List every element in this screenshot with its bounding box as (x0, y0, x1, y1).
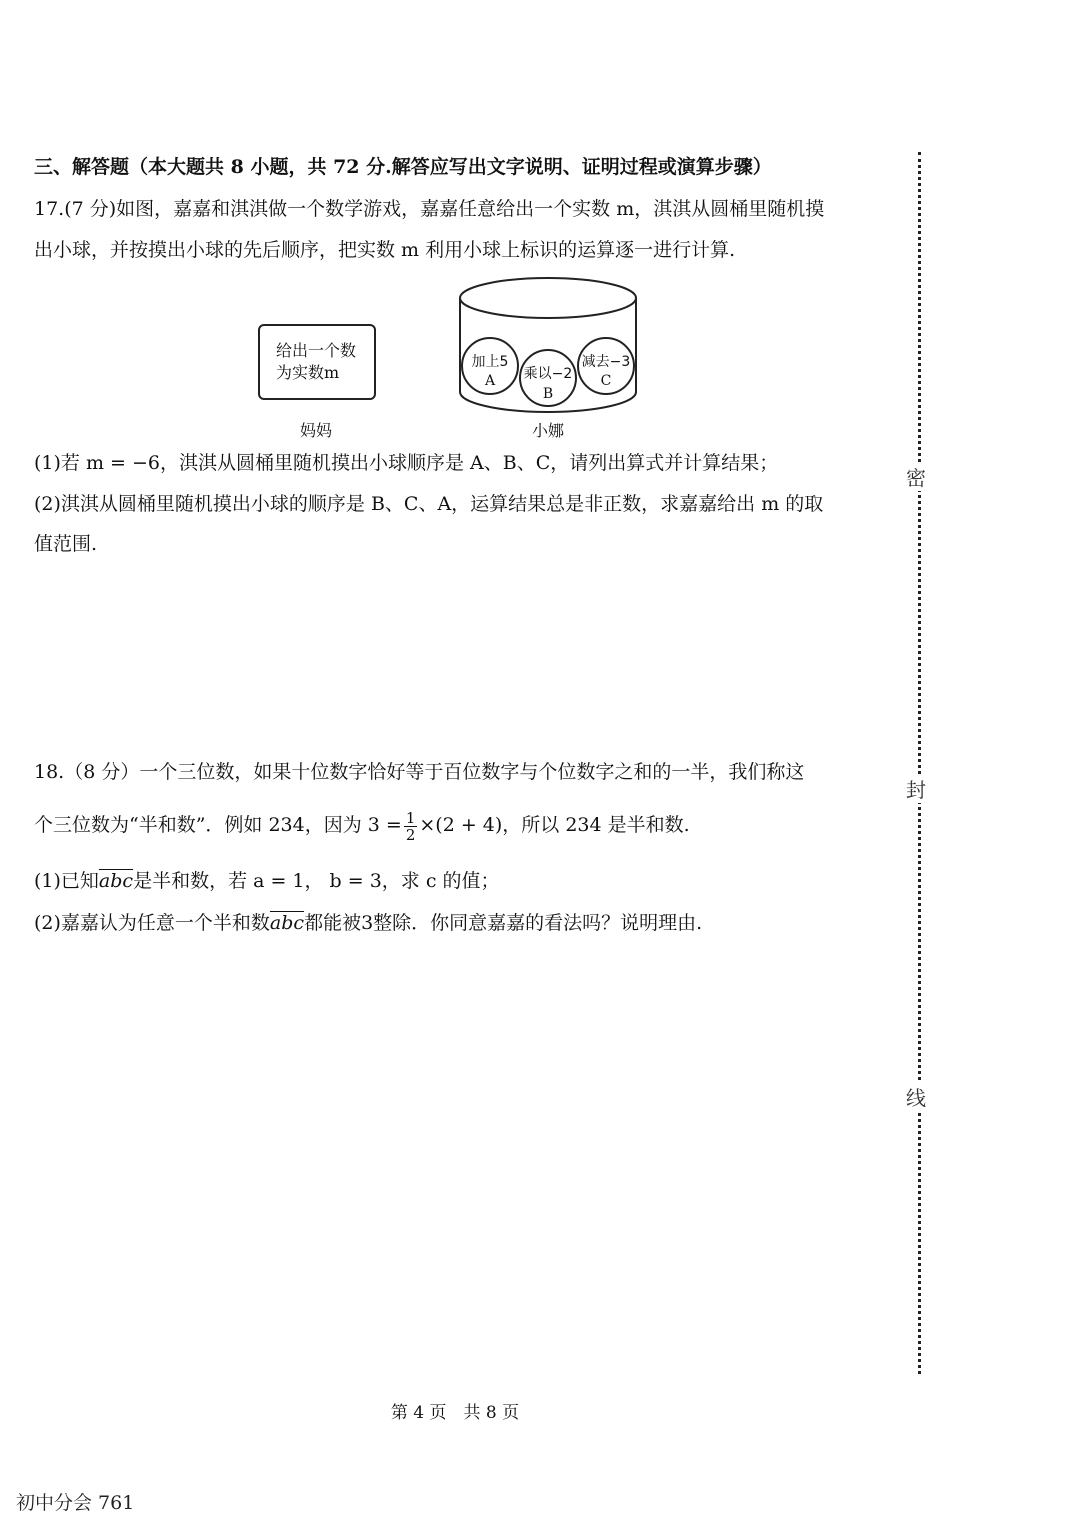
q18-part2-a: (2)嘉嘉认为任意一个半和数 (34, 912, 270, 934)
binding-char-mi: 密 (906, 462, 926, 491)
q18-line2-b: ×(2 + 4)，所以 234 是半和数. (419, 814, 690, 836)
q18-part2-b: 都能被3整除．你同意嘉嘉的看法吗？说明理由. (304, 912, 703, 934)
q18-part2 (34, 910, 702, 936)
left-caption: 妈妈 (300, 421, 333, 440)
box-line1: 给出一个数 (276, 341, 357, 360)
q18-line2-a: 个三位数为“半和数”．例如 234，因为 3 = (34, 814, 402, 836)
ball-b-op: 乘以−2 (523, 366, 573, 382)
input-box (258, 324, 376, 400)
q18-part1-b: 是半和数，若 a = 1， b = 3，求 c 的值； (133, 870, 500, 892)
fraction-denominator: 2 (405, 825, 416, 844)
q18-part1-a: (1)已知 (34, 870, 99, 892)
fraction-one-half (404, 810, 418, 843)
barrel-figure (456, 274, 640, 416)
fraction-numerator: 1 (405, 808, 416, 827)
q17-part2-line1: (2)淇淇从圆桶里随机摸出小球的顺序是 B、C、A，运算结果总是非正数，求嘉嘉给出 m 的取 (34, 493, 824, 515)
q17-part2-line2: 值范围. (34, 533, 98, 555)
ball-c-letter: C (600, 373, 612, 389)
abc-overline-1: $\overline{abc}$ (98, 870, 134, 892)
binding-dotted-line (918, 152, 921, 1374)
q18-line1: 18.（8 分）一个三位数，如果十位数字恰好等于百位数字与个位数字之和的一半，我们称这 (34, 761, 805, 783)
q18-line2 (34, 808, 690, 843)
q17-part1: (1)若 m = −6，淇淇从圆桶里随机摸出小球顺序是 A、B、C，请列出算式并计算结果； (34, 452, 779, 474)
ball-c-op: 减去−3 (581, 354, 631, 370)
right-caption: 小娜 (532, 421, 565, 440)
box-line2: 为实数m (276, 363, 340, 382)
q18-part1 (34, 868, 500, 894)
section-heading: 三、解答题（本大题共 8 小题，共 72 分.解答应写出文字说明、证明过程或演算步骤） (34, 156, 772, 178)
ball-a-letter: A (484, 373, 496, 389)
q17-line1: 17.(7 分)如图，嘉嘉和淇淇做一个数学游戏，嘉嘉任意给出一个实数 m，淇淇从圆桶里随机摸 (34, 198, 825, 220)
ball-a-op: 加上5 (471, 354, 509, 370)
page-number: 第 4 页 共 8 页 (390, 1403, 520, 1423)
barrel-top (460, 278, 636, 318)
watermark-text: 初中分会 761 (16, 1492, 135, 1514)
q17-line2: 出小球，并按摸出小球的先后顺序，把实数 m 利用小球上标识的运算逐一进行计算. (34, 239, 736, 261)
ball-b-letter: B (542, 386, 554, 402)
binding-char-feng: 封 (906, 774, 926, 803)
binding-char-xian: 线 (906, 1082, 926, 1111)
abc-overline-2: $\overline{abc}$ (269, 912, 305, 934)
